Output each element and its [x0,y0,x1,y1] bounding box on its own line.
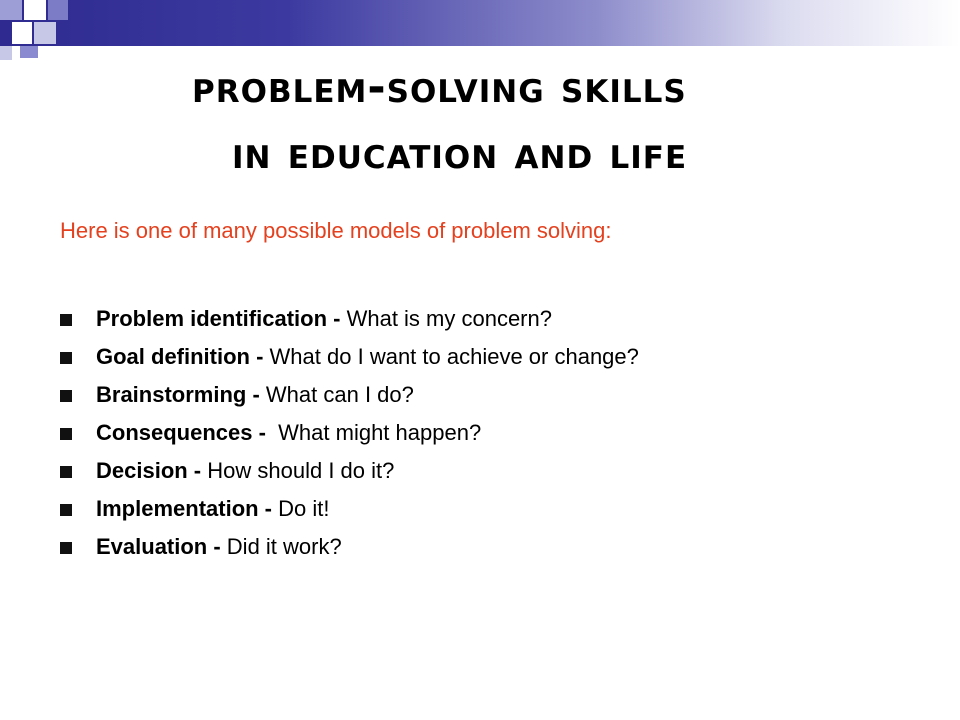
square-bullet-icon [60,314,72,326]
step-term: Goal definition - [96,344,270,369]
step-question: What might happen? [272,420,482,445]
top-decorative-banner [0,0,960,46]
step-question: Do it! [278,496,330,521]
square-bullet-icon [60,504,72,516]
step-term: Brainstorming - [96,382,266,407]
slide-title-line-2: in education and life [232,128,688,179]
step-term: Implementation - [96,496,279,521]
step-term: Decision - [96,458,208,483]
square-bullet-icon [60,466,72,478]
square-bullet-icon [60,542,72,554]
square-bullet-icon [60,390,72,402]
square-bullet-icon [60,352,72,364]
step-question: What is my concern? [346,306,552,331]
step-question: How should I do it? [207,458,395,483]
step-term: Problem identification - [96,306,347,331]
intro-text: Here is one of many possible models of problem solving: [60,218,612,243]
step-question: What can I do? [265,382,414,407]
step-term: Consequences - [96,420,273,445]
step-term: Evaluation - [96,534,227,559]
square-bullet-icon [60,428,72,440]
slide-title-line-1: problem-solving skills [192,62,687,113]
step-question: What do I want to achieve or change? [269,344,639,369]
step-question: Did it work? [226,534,342,559]
